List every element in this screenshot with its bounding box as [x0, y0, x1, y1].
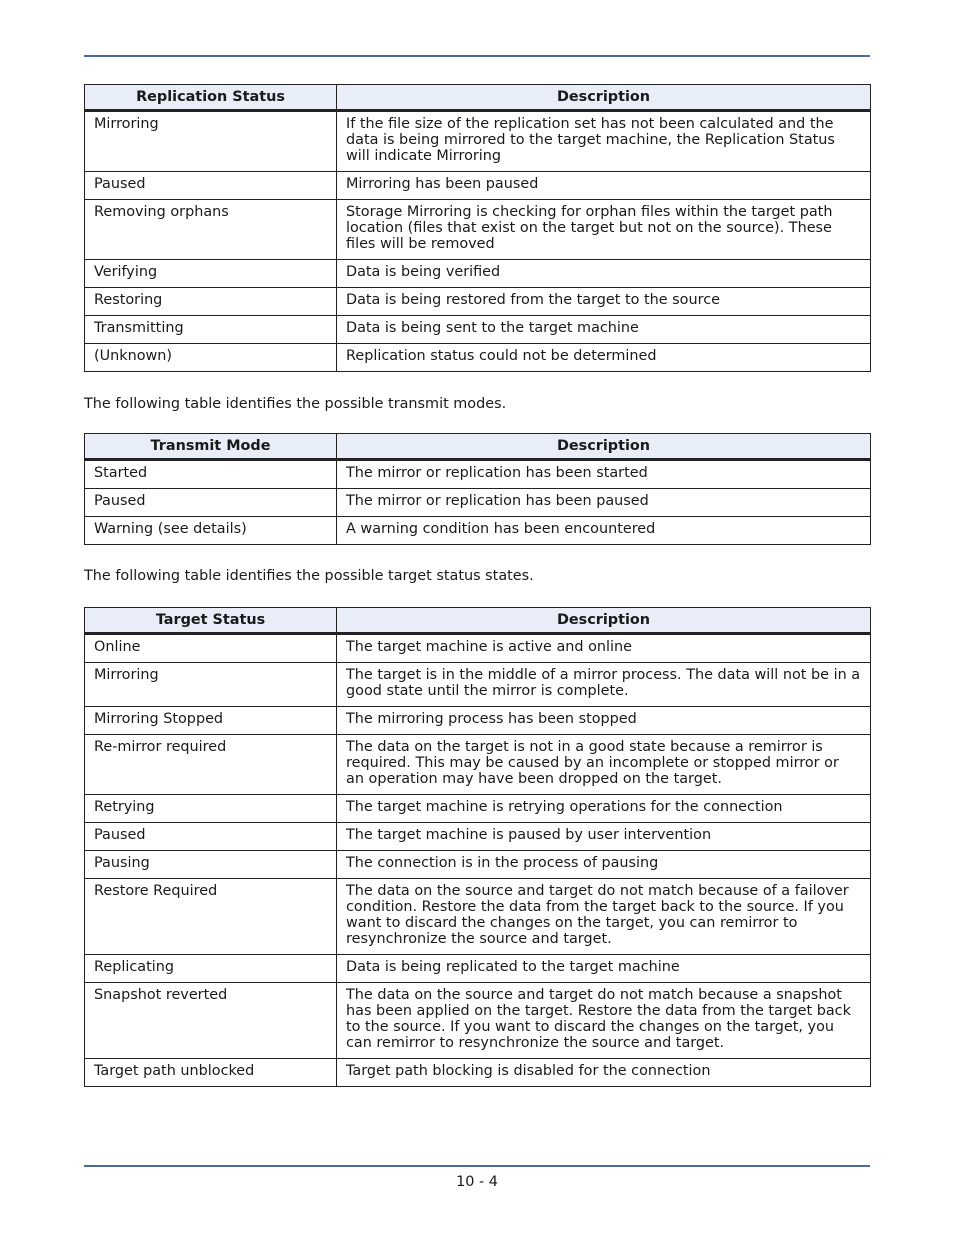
status-cell: Re-mirror required [85, 735, 337, 795]
table-row [85, 795, 871, 823]
description-cell: Data is being sent to the target machine [337, 316, 871, 344]
column-header: Transmit Mode [85, 434, 337, 460]
status-cell: Restore Required [85, 879, 337, 955]
table-row [85, 172, 871, 200]
column-header: Description [337, 608, 871, 634]
table-row [85, 111, 871, 172]
table-row [85, 460, 871, 489]
table-row [85, 260, 871, 288]
status-cell: Pausing [85, 851, 337, 879]
target-status-intro: The following table identifies the possible target status states. [84, 568, 534, 584]
description-cell: Data is being verified [337, 260, 871, 288]
description-cell: The mirror or replication has been started [337, 460, 871, 489]
status-cell: Mirroring Stopped [85, 707, 337, 735]
table-row [85, 983, 871, 1059]
table-row [85, 200, 871, 260]
replication-status-table [84, 84, 871, 372]
table-header-row [85, 434, 871, 460]
description-cell: Mirroring has been paused [337, 172, 871, 200]
table-row [85, 955, 871, 983]
status-cell: Retrying [85, 795, 337, 823]
status-cell: Removing orphans [85, 200, 337, 260]
description-cell: The target machine is active and online [337, 634, 871, 663]
description-cell: The target machine is retrying operations for the connection [337, 795, 871, 823]
status-cell: Restoring [85, 288, 337, 316]
table-row [85, 316, 871, 344]
status-cell: Replicating [85, 955, 337, 983]
status-cell: Online [85, 634, 337, 663]
description-cell: A warning condition has been encountered [337, 517, 871, 545]
transmit-modes-intro: The following table identifies the possible transmit modes. [84, 396, 507, 412]
table-row [85, 663, 871, 707]
table-header-row [85, 608, 871, 634]
status-cell: Mirroring [85, 663, 337, 707]
table-header-row [85, 85, 871, 111]
table-row [85, 735, 871, 795]
table-row [85, 1059, 871, 1087]
description-cell: The target is in the middle of a mirror process. The data will not be in a good state until the mirror is complete. [337, 663, 871, 707]
footer-rule [84, 1165, 870, 1167]
status-cell: Transmitting [85, 316, 337, 344]
status-cell: Paused [85, 823, 337, 851]
column-header: Replication Status [85, 85, 337, 111]
table-row [85, 634, 871, 663]
description-cell: The data on the source and target do not match because of a failover condition. Restore the data from the target back to the source. If you want to discard the changes on the target, you can remirror to resynchronize the source and target. [337, 879, 871, 955]
table-row [85, 344, 871, 372]
page-content [84, 84, 870, 1087]
column-header: Target Status [85, 608, 337, 634]
description-cell: The mirror or replication has been paused [337, 489, 871, 517]
table-row [85, 823, 871, 851]
description-cell: The connection is in the process of pausing [337, 851, 871, 879]
page-number: 10 - 4 [456, 1174, 498, 1190]
target-status-table [84, 607, 871, 1087]
table-row [85, 489, 871, 517]
description-cell: The data on the source and target do not match because a snapshot has been applied on the target. Restore the data from the target back to the source. If you want to discard the changes on the target, you can remirror to resynchronize the source and target. [337, 983, 871, 1059]
table-row [85, 517, 871, 545]
mode-cell: Started [85, 460, 337, 489]
column-header: Description [337, 85, 871, 111]
status-cell: Snapshot reverted [85, 983, 337, 1059]
description-cell: The mirroring process has been stopped [337, 707, 871, 735]
status-cell: Paused [85, 172, 337, 200]
description-cell: Replication status could not be determined [337, 344, 871, 372]
status-cell: Target path unblocked [85, 1059, 337, 1087]
description-cell: Target path blocking is disabled for the connection [337, 1059, 871, 1087]
description-cell: Data is being replicated to the target machine [337, 955, 871, 983]
transmit-mode-table [84, 433, 871, 545]
table-row [85, 707, 871, 735]
description-cell: If the file size of the replication set has not been calculated and the data is being mirrored to the target machine, the Replication Status will indicate Mirroring [337, 111, 871, 172]
table-row [85, 851, 871, 879]
description-cell: Storage Mirroring is checking for orphan files within the target path location (files that exist on the target but not on the source). These files will be removed [337, 200, 871, 260]
mode-cell: Warning (see details) [85, 517, 337, 545]
description-cell: The data on the target is not in a good state because a remirror is required. This may be caused by an incomplete or stopped mirror or an operation may have been dropped on the target. [337, 735, 871, 795]
status-cell: Verifying [85, 260, 337, 288]
status-cell: (Unknown) [85, 344, 337, 372]
mode-cell: Paused [85, 489, 337, 517]
description-cell: The target machine is paused by user intervention [337, 823, 871, 851]
table-row [85, 288, 871, 316]
table-row [85, 879, 871, 955]
header-rule [84, 55, 870, 57]
status-cell: Mirroring [85, 111, 337, 172]
column-header: Description [337, 434, 871, 460]
description-cell: Data is being restored from the target to the source [337, 288, 871, 316]
